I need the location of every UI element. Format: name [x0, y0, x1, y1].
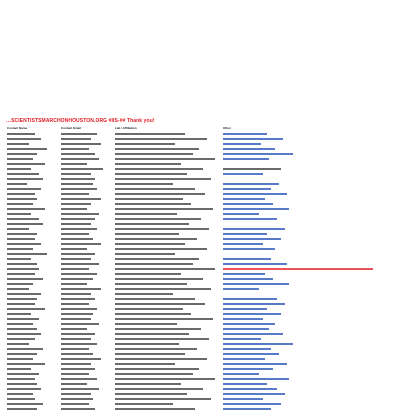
lab-affiliation-cell-placeholder — [115, 318, 213, 320]
lab-affiliation-cell-placeholder — [115, 243, 185, 245]
contact-email-cell-placeholder — [61, 348, 89, 350]
lab-affiliation-cell-placeholder — [115, 293, 173, 295]
contact-email-cell-placeholder — [61, 298, 95, 300]
contact-email-cell-placeholder — [61, 173, 91, 175]
lab-affiliation-cell-placeholder — [115, 328, 201, 330]
lab-affiliation-cell-placeholder — [115, 268, 215, 270]
other-cell-placeholder — [223, 243, 263, 245]
contact-name-cell-placeholder — [7, 358, 33, 360]
contact-email-cell-placeholder — [61, 153, 95, 155]
contact-name-cell-placeholder — [7, 218, 39, 220]
other-cell-placeholder — [223, 318, 263, 320]
lab-affiliation-cell-placeholder — [115, 283, 187, 285]
contact-name-cell-placeholder — [7, 258, 31, 260]
contact-name-cell-placeholder — [7, 253, 47, 255]
other-cell-placeholder — [223, 288, 259, 290]
contact-name-cell-placeholder — [7, 163, 45, 165]
lab-affiliation-cell-placeholder — [115, 208, 213, 210]
other-cell-placeholder — [223, 283, 289, 285]
other-cell-placeholder — [223, 323, 275, 325]
contact-email-cell-placeholder — [61, 388, 99, 390]
lab-affiliation-cell-placeholder — [115, 323, 177, 325]
contact-email-cell-placeholder — [61, 328, 87, 330]
lab-affiliation-cell-placeholder — [115, 308, 183, 310]
contact-email-cell-placeholder — [61, 338, 91, 340]
lab-affiliation-cell-placeholder — [115, 363, 175, 365]
header-cell-name: Contact Name — [7, 126, 28, 130]
lab-affiliation-cell-placeholder — [115, 353, 185, 355]
contact-email-cell-placeholder — [61, 403, 89, 405]
contact-name-cell-placeholder — [7, 313, 31, 315]
contact-name-cell-placeholder — [7, 338, 35, 340]
lab-affiliation-cell-placeholder — [115, 153, 193, 155]
contact-name-cell-placeholder — [7, 308, 45, 310]
lab-affiliation-cell-placeholder — [115, 263, 193, 265]
lab-affiliation-cell-placeholder — [115, 238, 197, 240]
contact-email-cell-placeholder — [61, 368, 95, 370]
contact-email-cell-placeholder — [61, 278, 93, 280]
contact-email-cell-placeholder — [61, 353, 93, 355]
contact-email-cell-placeholder — [61, 248, 87, 250]
other-cell-placeholder — [223, 148, 275, 150]
other-cell-placeholder — [223, 338, 261, 340]
contact-name-cell-placeholder — [7, 173, 39, 175]
other-cell-placeholder — [223, 173, 263, 175]
other-cell-placeholder — [223, 358, 265, 360]
contact-email-cell-placeholder — [61, 253, 95, 255]
contact-email-cell-placeholder — [61, 193, 89, 195]
other-cell-placeholder — [223, 263, 287, 265]
contact-email-cell-placeholder — [61, 168, 103, 170]
contact-name-cell-placeholder — [7, 208, 45, 210]
other-cell-placeholder — [223, 183, 279, 185]
contact-name-cell-placeholder — [7, 378, 35, 380]
contact-email-cell-placeholder — [61, 313, 93, 315]
other-cell-placeholder — [223, 188, 271, 190]
contact-name-cell-placeholder — [7, 143, 29, 145]
contact-email-cell-placeholder — [61, 203, 91, 205]
other-cell-placeholder — [223, 393, 285, 395]
lab-affiliation-cell-placeholder — [115, 198, 183, 200]
header-cell-email: Contact Email — [61, 126, 82, 130]
contact-email-cell-placeholder — [61, 213, 99, 215]
contact-name-cell-placeholder — [7, 343, 29, 345]
lab-affiliation-cell-placeholder — [115, 158, 215, 160]
contact-email-cell-placeholder — [61, 308, 97, 310]
lab-affiliation-cell-placeholder — [115, 183, 173, 185]
other-cell-placeholder — [223, 248, 275, 250]
contact-name-cell-placeholder — [7, 188, 41, 190]
other-cell-placeholder — [223, 228, 285, 230]
contact-name-cell-placeholder — [7, 388, 41, 390]
contact-email-cell-placeholder — [61, 198, 101, 200]
other-cell-placeholder — [223, 308, 267, 310]
contact-name-cell-placeholder — [7, 273, 35, 275]
lab-affiliation-cell-placeholder — [115, 258, 199, 260]
other-cell-placeholder — [223, 143, 261, 145]
contact-name-cell-placeholder — [7, 203, 33, 205]
contact-email-cell-placeholder — [61, 268, 89, 270]
lab-affiliation-cell-placeholder — [115, 393, 187, 395]
contact-name-cell-placeholder — [7, 263, 37, 265]
lab-affiliation-cell-placeholder — [115, 148, 199, 150]
contact-email-cell-placeholder — [61, 373, 89, 375]
other-cell[interactable] — [223, 407, 403, 412]
contact-email-cell-placeholder — [61, 223, 91, 225]
contact-email-cell-placeholder — [61, 383, 87, 385]
contact-email-cell-placeholder — [61, 318, 91, 320]
other-cell-placeholder — [223, 328, 269, 330]
other-cell-placeholder — [223, 213, 259, 215]
contact-email-cell-placeholder — [61, 283, 87, 285]
lab-affiliation-cell-placeholder — [115, 313, 191, 315]
lab-affiliation-cell-placeholder — [115, 203, 191, 205]
contact-email-cell-placeholder — [61, 163, 87, 165]
contact-name-cell-placeholder — [7, 213, 31, 215]
other-cell-placeholder — [223, 258, 271, 260]
lab-affiliation-cell-placeholder — [115, 223, 189, 225]
other-cell-placeholder — [223, 368, 273, 370]
contact-name-cell-placeholder — [7, 223, 43, 225]
contact-email-cell-placeholder — [61, 398, 93, 400]
contact-name-cell-placeholder — [7, 363, 45, 365]
contact-name-cell-placeholder — [7, 233, 37, 235]
other-cell-placeholder — [223, 353, 279, 355]
contact-email-cell-placeholder — [61, 343, 97, 345]
contact-email-cell-placeholder — [61, 243, 101, 245]
lab-affiliation-cell-placeholder — [115, 168, 203, 170]
other-cell-placeholder — [223, 378, 289, 380]
contact-name-cell-placeholder — [7, 393, 33, 395]
other-cell-placeholder — [223, 273, 265, 275]
lab-affiliation-cell-placeholder — [115, 163, 181, 165]
other-cell-placeholder — [223, 403, 281, 405]
header-cell-lab: Lab / Affiliation — [115, 126, 137, 130]
contact-email-cell-placeholder — [61, 358, 101, 360]
contact-name-cell-placeholder — [7, 328, 37, 330]
contact-email-cell-placeholder — [61, 178, 95, 180]
other-cell-placeholder — [223, 333, 283, 335]
lab-affiliation-cell-placeholder — [115, 273, 181, 275]
contact-name-cell-placeholder — [7, 348, 43, 350]
contact-email-cell-placeholder — [61, 233, 89, 235]
contact-email-cell-placeholder — [61, 293, 91, 295]
other-cell-placeholder — [223, 208, 289, 210]
contact-name-cell-placeholder — [7, 408, 37, 410]
lab-affiliation-cell-placeholder — [115, 403, 173, 405]
contact-name-cell-placeholder — [7, 333, 41, 335]
lab-affiliation-cell-placeholder — [115, 373, 193, 375]
lab-affiliation-cell-placeholder — [115, 143, 175, 145]
other-cell-placeholder — [223, 233, 267, 235]
other-cell-placeholder — [223, 133, 267, 135]
lab-affiliation-cell-placeholder — [115, 193, 205, 195]
contact-name-cell-placeholder — [7, 293, 41, 295]
contact-email-cell[interactable] — [61, 407, 115, 412]
lab-affiliation-cell-placeholder — [115, 218, 201, 220]
contact-email-cell-placeholder — [61, 363, 91, 365]
lab-affiliation-cell-placeholder — [115, 343, 179, 345]
contact-email-cell-placeholder — [61, 263, 99, 265]
contact-email-cell-placeholder — [61, 133, 97, 135]
other-cell-placeholder — [223, 203, 273, 205]
spreadsheet — [0, 118, 420, 420]
contact-name-cell-placeholder — [7, 243, 41, 245]
lab-affiliation-cell-placeholder — [115, 278, 203, 280]
contact-name-cell-placeholder — [7, 373, 39, 375]
contact-name-cell-placeholder — [7, 238, 35, 240]
header-row — [0, 126, 420, 131]
other-cell-placeholder — [223, 398, 263, 400]
contact-name-cell-placeholder — [7, 248, 33, 250]
other-cell-placeholder — [223, 268, 373, 270]
contact-name-cell-placeholder — [7, 403, 43, 405]
lab-affiliation-cell-placeholder — [115, 248, 207, 250]
lab-affiliation-cell-placeholder — [115, 348, 197, 350]
contact-email-cell-placeholder — [61, 208, 87, 210]
other-cell-placeholder — [223, 298, 277, 300]
table-row — [0, 407, 420, 412]
lab-affiliation-cell-placeholder — [115, 133, 185, 135]
contact-name-cell-placeholder — [7, 398, 35, 400]
lab-affiliation-cell-placeholder — [115, 228, 209, 230]
contact-email-cell-placeholder — [61, 138, 91, 140]
contact-name-cell-placeholder — [7, 283, 33, 285]
lab-affiliation-cell-placeholder — [115, 178, 211, 180]
contact-name-cell — [7, 407, 61, 412]
lab-affiliation-cell-placeholder — [115, 188, 195, 190]
lab-affiliation-cell-placeholder — [115, 388, 203, 390]
other-cell-placeholder — [223, 388, 277, 390]
contact-name-cell-placeholder — [7, 158, 33, 160]
contact-email-cell-placeholder — [61, 303, 89, 305]
contact-name-cell-placeholder — [7, 268, 39, 270]
lab-affiliation-cell-placeholder — [115, 358, 207, 360]
other-cell-placeholder — [223, 408, 271, 410]
contact-name-cell-placeholder — [7, 303, 35, 305]
header-cell-other: Other — [223, 126, 232, 130]
contact-name-cell-placeholder — [7, 288, 29, 290]
other-cell-placeholder — [223, 218, 277, 220]
contact-name-cell-placeholder — [7, 228, 29, 230]
lab-affiliation-cell-placeholder — [115, 138, 207, 140]
contact-name-cell-placeholder — [7, 153, 37, 155]
contact-name-cell-placeholder — [7, 298, 37, 300]
other-cell-placeholder — [223, 198, 265, 200]
contact-email-cell-placeholder — [61, 408, 95, 410]
contact-name-cell-placeholder — [7, 318, 39, 320]
other-cell-placeholder — [223, 238, 281, 240]
lab-affiliation-cell-placeholder — [115, 398, 211, 400]
contact-name-cell-placeholder — [7, 138, 41, 140]
contact-email-cell-placeholder — [61, 218, 95, 220]
sheet-title: …SCIENTISTSMARCHONHOUSTON.ORG #IIS-## Thank you! — [6, 118, 155, 124]
lab-affiliation-cell-placeholder — [115, 298, 195, 300]
contact-name-cell-placeholder — [7, 178, 43, 180]
contact-email-cell-placeholder — [61, 148, 89, 150]
lab-affiliation-cell-placeholder — [115, 368, 199, 370]
other-cell-placeholder — [223, 343, 293, 345]
other-cell-placeholder — [223, 193, 287, 195]
lab-affiliation-cell-placeholder — [115, 288, 211, 290]
contact-email-cell-placeholder — [61, 158, 99, 160]
contact-email-cell-placeholder — [61, 323, 99, 325]
contact-email-cell-placeholder — [61, 188, 97, 190]
contact-email-cell-placeholder — [61, 378, 97, 380]
contact-name-cell-placeholder — [7, 193, 35, 195]
contact-email-cell-placeholder — [61, 333, 95, 335]
contact-email-cell-placeholder — [61, 183, 93, 185]
lab-affiliation-cell-placeholder — [115, 213, 177, 215]
contact-email-cell-placeholder — [61, 288, 101, 290]
other-cell-placeholder — [223, 363, 287, 365]
other-cell-placeholder — [223, 373, 259, 375]
other-cell-placeholder — [223, 138, 283, 140]
other-cell-placeholder — [223, 383, 267, 385]
lab-affiliation-cell-placeholder — [115, 383, 181, 385]
lab-affiliation-cell-placeholder — [115, 233, 179, 235]
lab-affiliation-cell-placeholder — [115, 333, 189, 335]
lab-affiliation-cell-placeholder — [115, 303, 205, 305]
contact-name-cell-placeholder — [7, 278, 43, 280]
contact-email-cell-placeholder — [61, 143, 101, 145]
lab-affiliation-cell-placeholder — [115, 253, 175, 255]
lab-affiliation-cell-placeholder — [115, 408, 195, 410]
contact-name-cell-placeholder — [7, 353, 37, 355]
contact-name-cell-placeholder — [7, 368, 31, 370]
contact-name-cell-placeholder — [7, 148, 47, 150]
contact-name-cell-placeholder — [7, 198, 37, 200]
contact-name-cell-placeholder — [7, 323, 33, 325]
contact-name-cell-placeholder — [7, 133, 35, 135]
other-cell-placeholder — [223, 168, 281, 170]
lab-affiliation-cell-placeholder — [115, 173, 187, 175]
lab-affiliation-cell-placeholder — [115, 338, 209, 340]
contact-email-cell-placeholder — [61, 258, 91, 260]
contact-email-cell-placeholder — [61, 393, 91, 395]
contact-email-cell-placeholder — [61, 273, 97, 275]
other-cell-placeholder — [223, 278, 273, 280]
lab-affiliation-cell — [115, 407, 223, 412]
contact-email-cell-placeholder — [61, 228, 97, 230]
other-cell-placeholder — [223, 158, 269, 160]
contact-name-cell-placeholder — [7, 183, 27, 185]
other-cell-placeholder — [223, 153, 293, 155]
other-cell-placeholder — [223, 303, 285, 305]
other-cell-placeholder — [223, 313, 281, 315]
other-cell-placeholder — [223, 348, 271, 350]
contact-name-cell-placeholder — [7, 383, 37, 385]
lab-affiliation-cell-placeholder — [115, 378, 215, 380]
contact-name-cell-placeholder — [7, 168, 31, 170]
contact-email-cell-placeholder — [61, 238, 93, 240]
